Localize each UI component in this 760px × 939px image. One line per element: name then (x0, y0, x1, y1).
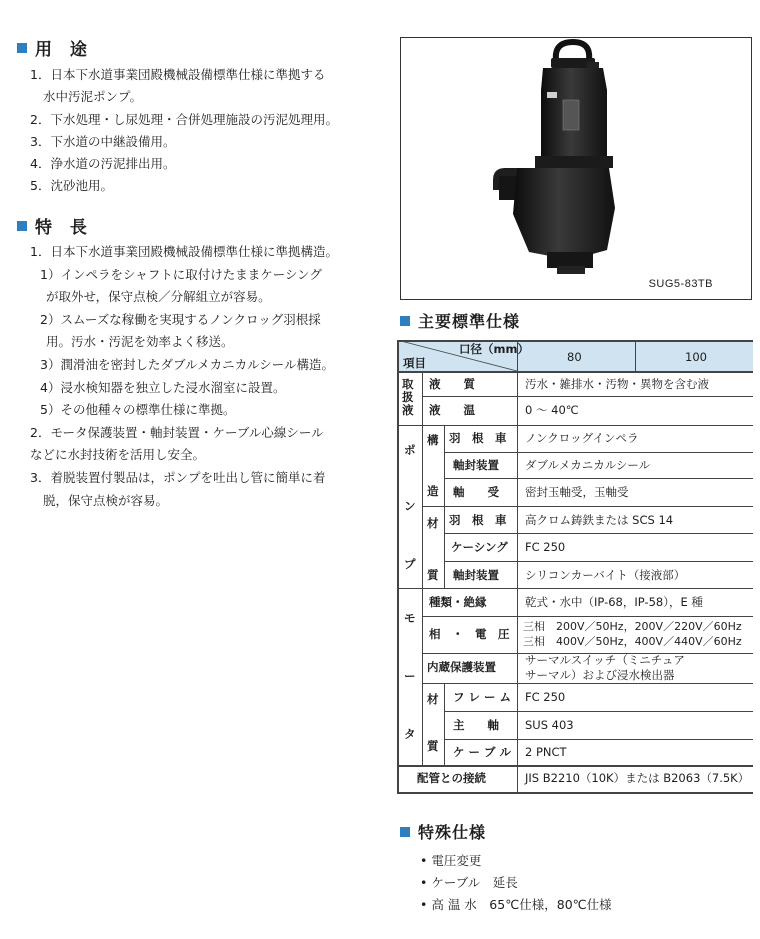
usage-list (30, 64, 338, 198)
list-item: 用。汚水・汚泥を効率よく移送。 (46, 334, 234, 350)
group-motor-3: タ (404, 727, 416, 741)
mat-seal-value: シリコンカーバイト（接液部） (525, 568, 686, 582)
group-motor-material-2: 質 (427, 739, 439, 753)
motor-phase-value-1: 三相 200V／50Hz，200V／220V／60Hz (523, 620, 742, 633)
list-item: 1．日本下水道事業団殿機械設備標準仕様に準拠する (30, 67, 326, 82)
square-bullet-icon (17, 221, 27, 231)
mat-impeller-label: 羽 根 車 (449, 513, 507, 527)
features-heading: 特 長 (17, 213, 93, 238)
list-item: 脱，保守点検が容易。 (43, 492, 169, 508)
pump-seal-value: ダブルメカニカルシール (525, 458, 651, 472)
list-item: 5．沈砂池用。 (30, 178, 113, 194)
mat-seal-label: 軸封装置 (453, 568, 499, 582)
liquid-temp-label: 液 温 (429, 403, 475, 417)
header-diameter: 口径（mm） (459, 342, 529, 356)
list-item: 4．浄水道の汚泥排出用。 (30, 156, 176, 172)
special-list (420, 850, 612, 916)
spec-table (397, 340, 753, 793)
list-item: • 電圧変更 (420, 853, 482, 868)
piping-label: 配管との接続 (417, 771, 486, 785)
group-motor-material-1: 材 (427, 692, 439, 706)
motor-protect-value-2: サーマル）および浸水検出器 (525, 668, 675, 682)
liquid-temp-value: 0 ～ 40℃ (525, 403, 579, 417)
group-material-2: 質 (427, 568, 439, 582)
group-material-1: 材 (427, 516, 439, 530)
list-item: 2）スムーズな稼働を実現するノンクロッグ羽根採 (40, 311, 321, 327)
pump-bearing-label: 軸 受 (453, 485, 499, 499)
group-pump-2: ン (404, 499, 416, 513)
list-item: 2．下水処理・し尿処理・合併処理施設の汚泥処理用。 (30, 111, 338, 127)
liquid-quality-value: 汚水・雑排水・汚物・異物を含む液 (525, 377, 709, 391)
list-item: 5）その他種々の標準仕様に準拠。 (40, 402, 236, 418)
motor-cable-value: 2 PNCT (525, 745, 567, 759)
list-item: が取外せ，保守点検／分解組立が容易。 (46, 289, 271, 305)
group-pump-1: ポ (404, 443, 416, 457)
group-structure-2: 造 (427, 484, 439, 498)
list-item: 3．着脱装置付製品は，ポンプを吐出し管に簡単に着 (30, 469, 326, 485)
motor-type-label: 種類・絶縁 (429, 595, 487, 609)
motor-protect-label: 内蔵保護装置 (427, 660, 496, 674)
liquid-quality-label: 液 質 (429, 377, 475, 391)
features-list (30, 241, 338, 512)
motor-cable-label: ケ ー ブ ル (453, 745, 512, 759)
group-structure-1: 構 (427, 433, 439, 447)
motor-phase-value-2: 三相 400V／50Hz，400V／440V／60Hz (523, 635, 742, 648)
header-col-80: 80 (567, 350, 582, 364)
list-item: 水中汚泥ポンプ。 (43, 89, 143, 105)
square-bullet-icon (17, 43, 27, 53)
list-item: • ケーブル 延長 (420, 875, 518, 890)
pump-seal-label: 軸封装置 (453, 458, 499, 472)
special-heading: 特殊仕様 (400, 820, 486, 843)
header-col-100: 100 (685, 350, 707, 364)
list-item: 1．日本下水道事業団殿機械設備標準仕様に準拠構造。 (30, 244, 338, 259)
square-bullet-icon (400, 827, 410, 837)
mat-casing-value: FC 250 (525, 540, 566, 554)
list-item: 3．下水道の中継設備用。 (30, 133, 176, 149)
piping-value: JIS B2210（10K）または B2063（7.5K） (525, 771, 750, 785)
pump-bearing-value: 密封玉軸受，玉軸受 (525, 485, 629, 499)
spec-heading: 主要標準仕様 (400, 309, 520, 332)
group-motor-2: ー (404, 669, 416, 683)
pump-impeller-value: ノンクロッグインペラ (525, 431, 639, 445)
motor-phase-label: 相 ・ 電 圧 (429, 627, 510, 641)
group-pump-3: プ (404, 557, 416, 571)
group-motor-1: モ (404, 611, 416, 625)
motor-shaft-label: 主 軸 (453, 718, 499, 732)
list-item: 3）潤滑油を密封したダブルメカニカルシール構造。 (40, 356, 335, 372)
motor-frame-label: フ レ ー ム (453, 690, 512, 704)
square-bullet-icon (400, 316, 410, 326)
list-item: 2．モータ保護装置・軸封装置・ケーブル心線シール (30, 424, 324, 440)
mat-impeller-value: 高クロム鋳鉄または SCS 14 (525, 513, 674, 527)
pump-illustration (401, 38, 751, 299)
motor-protect-value-1: サーマルスイッチ（ミニチュア (525, 653, 685, 667)
mat-casing-label: ケーシング (451, 540, 508, 554)
motor-shaft-value: SUS 403 (525, 718, 574, 732)
motor-type-value: 乾式・水中（IP-68，IP-58），E 種 (525, 595, 703, 609)
usage-heading: 用 途 (17, 35, 93, 60)
header-item: 項目 (403, 356, 426, 370)
pump-impeller-label: 羽 根 車 (449, 431, 507, 445)
motor-frame-value: FC 250 (525, 690, 566, 704)
photo-caption: SUG5-83TB (648, 278, 713, 290)
product-photo (400, 37, 752, 300)
list-item: 1）インペラをシャフトに取付けたままケーシング (40, 266, 322, 282)
list-item: • 高 温 水 65℃仕様，80℃仕様 (420, 897, 612, 912)
list-item: 4）浸水検知器を独立した浸水溜室に設置。 (40, 379, 286, 395)
list-item: などに水封技術を活用し安全。 (30, 447, 206, 463)
group-liquid: 取扱液 (402, 377, 414, 417)
